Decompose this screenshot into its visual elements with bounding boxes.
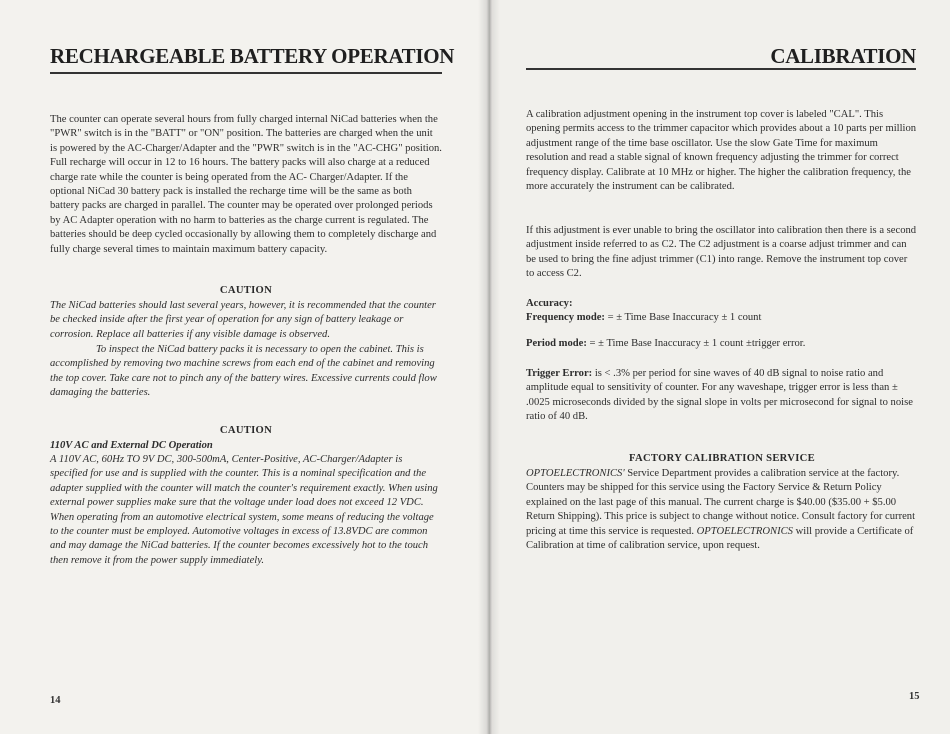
left-heading-rule xyxy=(50,72,442,74)
caution-title-1: CAUTION xyxy=(219,285,273,296)
page-number-right: 15 xyxy=(909,691,920,702)
battery-operation-paragraph: The counter can operate several hours from fully charged internal NiCad batteries when the "PWR" switch is in the "BATT" or "ON" position. The batteries are charged when the unit is powered by the AC-Charger/Adapter and the "PWR" switch is in the "AC-CHG" position. Full recharge will occur in 12 to 16 hours. The battery packs will also charge at a reduced charge rate while the counter is being operated from the AC- Charger/Adapter. If the optional NiCad 30 battery pack is installed the recharge time will be the same as both battery packs are charged in parallel. The counter may be operated over prolonged periods by AC Adapter operation with no harm to batteries as the charge current is regulated. The batteries should be deep cycled occasionally by allowing them to completely discharge and fully charge several times to maintain maximum battery capacity. xyxy=(50,114,442,255)
right-page xyxy=(486,0,950,734)
factory-service-text-2: will provide a Certificate of Calibration at time of calibration service, upon request. xyxy=(526,525,914,552)
trigger-error-label: Trigger Error: xyxy=(526,368,593,379)
factory-service-text-1: Service Department provides a calibration service at the factory. Counters may be shipped for this service using the Factory Service & Return Policy explained on the last page of this manual. The current charge is $40.00 ($35.00 + $5.00 Return Shipping). This price is subject to change without notice. Consult factory for current pricing at time this service is requested. xyxy=(526,468,916,537)
period-mode-line xyxy=(526,337,918,351)
factory-service-title: FACTORY CALIBRATION SERVICE xyxy=(629,453,815,464)
caution-subtitle-2: 110V AC and External DC Operation xyxy=(50,440,213,451)
caution-text-1: The NiCad batteries should last several years, however, it is recommended that the counter be checked inside after the first year of operation for any sign of battery leakage or corrosion. Replace all batteries if any visible damage is observed. xyxy=(50,300,436,340)
factory-service-paragraph xyxy=(526,467,918,553)
trigger-error-text: is < .3% per period for sine waves of 40 dB signal to noise ratio and amplitude equal to sensitivity of counter. For any waveshape, trigger error is less than ± .0025 microseconds divided by the signal slope in volts per microsecond for signal to noise ratio of 40 dB. xyxy=(526,368,913,423)
frequency-mode-label: Frequency mode: xyxy=(526,312,605,324)
caution-title-2: CAUTION xyxy=(219,425,273,436)
caution-text-2: To inspect the NiCad battery packs it is necessary to open the cabinet. This is accomplished by removing two machine screws from each end of the cabinet and removing the top cover. Take care not to pinch any of the battery wires. Excessive currents could flow damaging the batteries. xyxy=(50,344,437,399)
frequency-mode-line xyxy=(526,311,918,325)
accuracy-block xyxy=(526,297,918,326)
calibration-paragraph-2: If this adjustment is ever unable to bring the oscillator into calibration then there is a second adjustment inside referred to as C2. The C2 adjustment is a coarse adjust trimmer and can be used to bring the fine adjust trimmer (C1) into range. Remove the instrument top cover to access C2. xyxy=(526,225,917,280)
trigger-error-paragraph xyxy=(526,367,918,425)
calibration-paragraph-1: A calibration adjustment opening in the instrument top cover is labeled "CAL". This opening permits access to the trimmer capacitor which provides about a 10 parts per million adjustment range of the time base oscillator. Use the slow Gate Time for maximum resolution and read a stable signal of known frequency adjusting the trimmer for correct frequency display. Calibrate at 10 MHz or higher. The higher the calibration frequency, the more accurately the instrument can be calibrated. xyxy=(526,109,917,193)
right-heading-rule xyxy=(526,68,916,70)
period-mode-text: = ± Time Base Inaccuracy ± 1 count ±trigger error. xyxy=(586,338,806,349)
left-page-heading: RECHARGEABLE BATTERY OPERATION xyxy=(50,44,455,68)
book-gutter-shadow xyxy=(478,0,500,734)
accuracy-label: Accuracy: xyxy=(526,298,573,309)
page-number-left: 14 xyxy=(50,695,61,706)
period-mode-label: Period mode: xyxy=(526,338,587,349)
brand-name-2: OPTOELECTRONICS xyxy=(696,525,793,537)
caution-text-3: A 110V AC, 60Hz TO 9V DC, 300-500mA, Center-Positive, AC-Charger/Adapter is specified for use and is supplied with the counter. This is a nominal specification and the adapter supplied with the counter will match the counter's requirement exactly. When using external power supplies make sure that the voltage under load does not exceed 12 VDC. When operating from an automotive electrical system, some means of reducing the voltage to the counter must be employed. Automotive voltages in excess of 13.8VDC are common and may damage the NiCad batteries. If the counter becomes excessively hot to the touch then remove it from the power supply immediately. xyxy=(50,454,438,566)
right-page-heading: CALIBRATION xyxy=(770,44,916,68)
frequency-mode-text: = ± Time Base Inaccuracy ± 1 count xyxy=(604,312,762,324)
brand-name-1: OPTOELECTRONICS' xyxy=(526,468,625,479)
